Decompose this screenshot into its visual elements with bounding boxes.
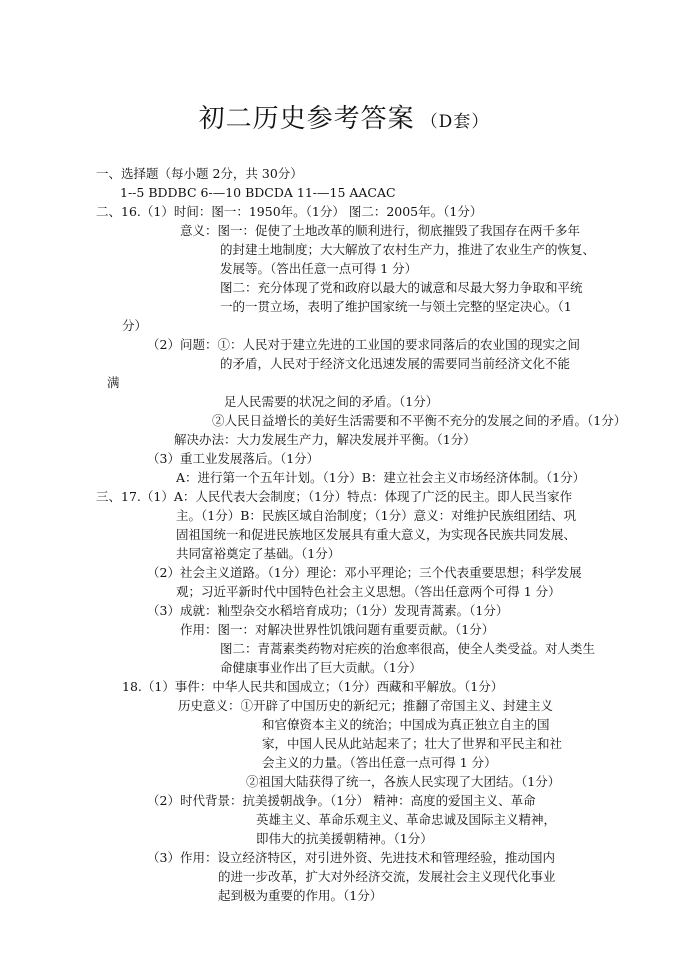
- answer-line: 的封建土地制度；大大解放了农村生产力，推进了农业生产的恢复、: [220, 242, 596, 257]
- answer-line: 共同富裕奠定了基础。（1分）: [176, 546, 341, 561]
- answer-line: 的进一步改革，扩大对外经济交流，发展社会主义现代化事业: [218, 869, 556, 884]
- answer-line: 1--5 BDDBC 6-—10 BDCDA 11-—15 AACAC: [120, 185, 396, 200]
- answer-line: 图二：充分体现了党和政府以最大的诚意和尽最大努力争取和平统: [220, 280, 583, 295]
- answer-line: 图二：青蒿素类药物对疟疾的治愈率很高，使全人类受益。对人类生: [220, 641, 596, 656]
- answer-line: 一的一贯立场，表明了维护国家统一与领土完整的坚定决心。（1: [220, 299, 572, 314]
- answer-line: （2）时代背景：抗美援朝战争。（1分） 精神：高度的爱国主义、革命: [147, 793, 536, 808]
- answer-line: 18.（1）事件：中华人民共和国成立；（1分）西藏和平解放。（1分）: [122, 679, 504, 694]
- answer-line: 主。（1分）B：民族区域自治制度；（1分）意义：对维护民族组团结、巩: [176, 508, 577, 523]
- answer-line: （3）成就：籼型杂交水稻培育成功；（1分）发现青蒿素。（1分）: [147, 603, 509, 618]
- answer-line: ②人民日益增长的美好生活需要和不平衡不充分的发展之间的矛盾。（1分）: [212, 413, 627, 428]
- answer-line: 作用：图一：对解决世界性饥饿问题有重要贡献。（1分）: [180, 622, 495, 637]
- answer-line: 家，中国人民从此站起来了；壮大了世界和平民主和社: [262, 736, 563, 751]
- answer-line: 英雄主义、革命乐观主义、革命忠诚及国际主义精神，: [256, 812, 557, 827]
- answer-line: 固祖国统一和促进民族地区发展具有重大意义，为实现各民族共同发展、: [176, 527, 577, 542]
- answer-line: 一、选择题（每小题 2分，共 30分）: [96, 166, 303, 181]
- answer-line: 足人民需要的状况之间的矛盾。（1分）: [224, 394, 439, 409]
- title-version: （D套）: [420, 112, 490, 132]
- answer-line: 起到极为重要的作用。（1分）: [218, 888, 383, 903]
- answer-line: 历史意义：①开辟了中国历史的新纪元；推翻了帝国主义、封建主义: [178, 698, 554, 713]
- answer-line: 会主义的力量。（答出任意一点可得 1 分）: [262, 755, 497, 770]
- title-text: 初二历史参考答案: [198, 104, 415, 134]
- answer-line: 满: [107, 375, 120, 390]
- answer-line: 观；习近平新时代中国特色社会主义思想。（答出任意两个可得 1 分）: [176, 584, 561, 599]
- answer-line: 即伟大的抗美援朝精神。（1分）: [256, 831, 433, 846]
- answer-line: （3）重工业发展落后。（1分）: [147, 451, 320, 466]
- answer-line: 命健康事业作出了巨大贡献。（1分）: [220, 660, 422, 675]
- answer-line: 的矛盾，人民对于经济文化迅速发展的需要同当前经济文化不能: [220, 356, 571, 371]
- answer-line: （3）作用：设立经济特区，对引进外资、先进技术和管理经验，推动国内: [147, 850, 555, 865]
- answer-line: 二、16.（1）时间：图一：1950年。（1分） 图二：2005年。（1分）: [96, 204, 483, 219]
- answer-line: A：进行第一个五年计划。（1分）B：建立社会主义市场经济体制。（1分）: [176, 470, 586, 485]
- answer-line: 分）: [122, 318, 148, 333]
- answer-line: 三、17.（1）A：人民代表大会制度；（1分）特点：体现了广泛的民主。即人民当家作: [96, 489, 573, 504]
- answer-line: 发展等。（答出任意一点可得 1 分）: [220, 261, 418, 276]
- answer-line: 和官僚资本主义的统治；中国成为真正独立自主的国: [262, 717, 550, 732]
- page-title: [0, 98, 688, 135]
- answer-line: 意义：图一：促使了土地改革的顺利进行，彻底摧毁了我国存在两千多年: [180, 223, 581, 238]
- answer-line: ②祖国大陆获得了统一，各族人民实现了大团结。（1分）: [246, 774, 561, 789]
- answer-line: （2）社会主义道路。（1分）理论：邓小平理论；三个代表重要思想；科学发展: [147, 565, 582, 580]
- answer-line: 解决办法：大力发展生产力，解决发展并平衡。（1分）: [174, 432, 476, 447]
- answer-line: （2）问题：①：人民对于建立先进的工业国的要求同落后的农业国的现实之间: [147, 337, 580, 352]
